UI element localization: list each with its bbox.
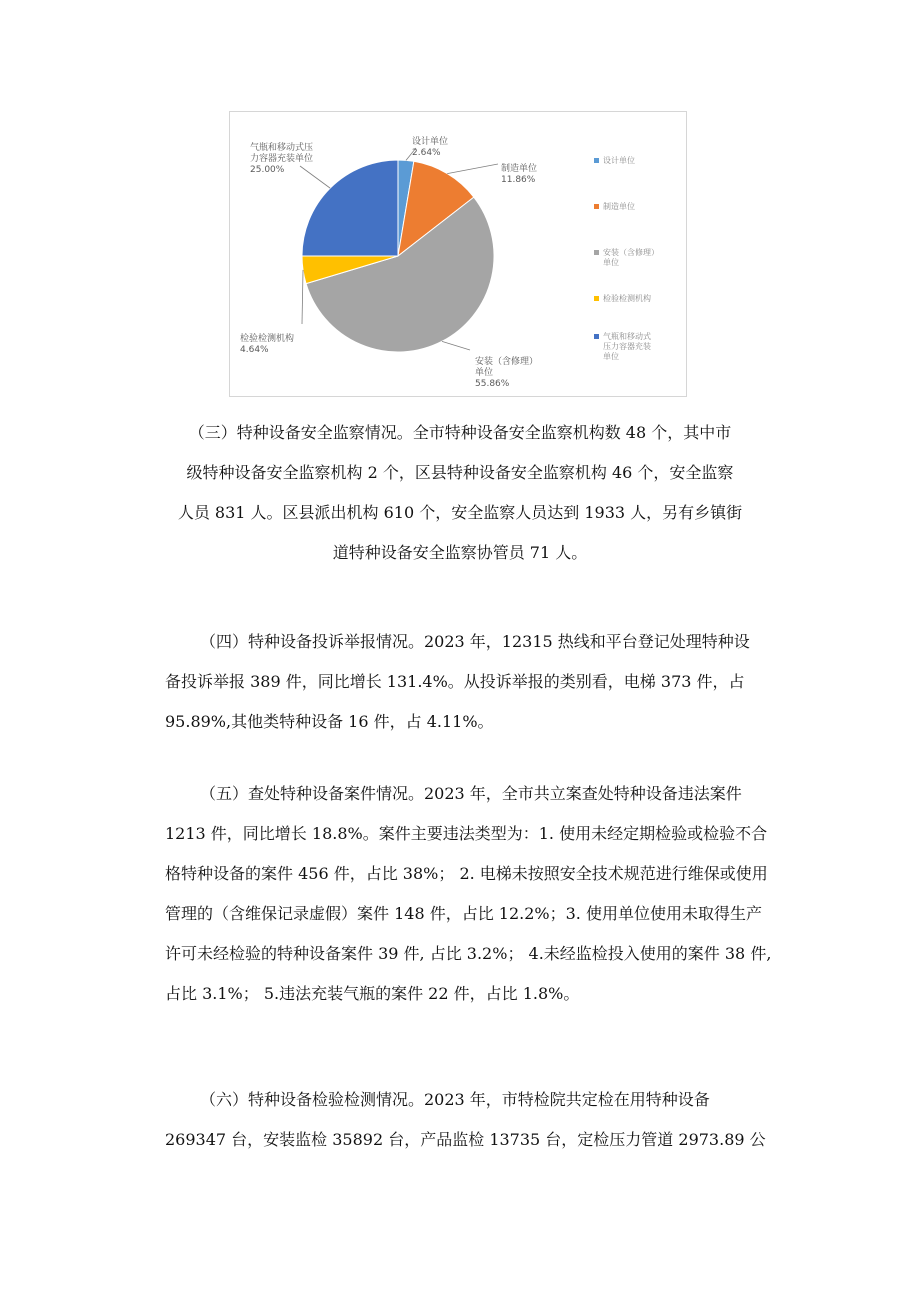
text-line: （六）特种设备检验检测情况。2023 年，市特检院共定检在用特种设备 bbox=[200, 1090, 710, 1109]
legend-item-filling: 气瓶和移动式 压力容器充装 单位 bbox=[594, 332, 651, 362]
paragraph-supervision bbox=[150, 413, 770, 573]
text-line: （四）特种设备投诉举报情况。2023 年，12315 热线和平台登记处理特种设 bbox=[200, 632, 750, 651]
legend-item-manufacture: 制造单位 bbox=[594, 202, 635, 212]
legend-item-install: 安装（含修理） 单位 bbox=[594, 248, 659, 268]
paragraph-inspection bbox=[165, 1080, 765, 1160]
legend-item-design: 设计单位 bbox=[594, 156, 635, 166]
legend-swatch bbox=[594, 296, 599, 301]
callout-design: 设计单位 2.64% bbox=[412, 137, 449, 158]
callout-install: 安装（含修理） 单位 55.86% bbox=[475, 357, 539, 389]
text-line: 备投诉举报 389 件，同比增长 131.4%。从投诉举报的类别看，电梯 373 件，占 bbox=[165, 672, 745, 691]
pie-slice-filling bbox=[302, 160, 398, 256]
legend-item-inspection: 检验检测机构 bbox=[594, 294, 651, 304]
legend-swatch bbox=[594, 158, 599, 163]
text-line: 许可未经检验的特种设备案件 39 件, 占比 3.2%； 4.未经监检投入使用的案件 38 件, bbox=[165, 944, 772, 963]
text-line: 人员 831 人。区县派出机构 610 个，安全监察人员达到 1933 人，另有乡镇街 bbox=[177, 503, 743, 522]
text-line: （五）查处特种设备案件情况。2023 年，全市共立案查处特种设备违法案件 bbox=[200, 784, 742, 803]
text-line: （三）特种设备安全监察情况。全市特种设备安全监察机构数 48 个，其中市 bbox=[188, 423, 732, 442]
leader-line bbox=[442, 341, 470, 350]
text-line: 269347 台，安装监检 35892 台，产品监检 13735 台，定检压力管道 2973.89 公 bbox=[165, 1130, 766, 1149]
text-line: 占比 3.1%； 5.违法充装气瓶的案件 22 件，占比 1.8%。 bbox=[165, 984, 580, 1003]
legend-swatch bbox=[594, 250, 599, 255]
legend-swatch bbox=[594, 334, 599, 339]
legend-swatch bbox=[594, 204, 599, 209]
text-line: 1213 件，同比增长 18.8%。案件主要违法类型为：1. 使用未经定期检验或检验不合 bbox=[165, 824, 768, 843]
text-line: 管理的（含维保记录虚假）案件 148 件，占比 12.2%；3. 使用单位使用未取得生产 bbox=[165, 904, 762, 923]
text-line: 道特种设备安全监察协管员 71 人。 bbox=[332, 543, 588, 562]
text-line: 级特种设备安全监察机构 2 个，区县特种设备安全监察机构 46 个，安全监察 bbox=[186, 463, 734, 482]
text-line: 格特种设备的案件 456 件，占比 38%； 2. 电梯未按照安全技术规范进行维保或使用 bbox=[165, 864, 768, 883]
paragraph-complaints bbox=[165, 622, 765, 742]
text-line: 95.89%,其他类特种设备 16 件，占 4.11%。 bbox=[165, 712, 494, 731]
callout-inspection: 检验检测机构 4.64% bbox=[240, 334, 295, 355]
leader-line bbox=[302, 270, 303, 324]
pie-chart bbox=[229, 111, 687, 397]
callout-filling: 气瓶和移动式压 力容器充装单位 25.00% bbox=[250, 143, 314, 175]
callout-manufacture: 制造单位 11.86% bbox=[501, 164, 538, 185]
leader-line bbox=[447, 164, 498, 174]
paragraph-cases bbox=[165, 774, 772, 1014]
